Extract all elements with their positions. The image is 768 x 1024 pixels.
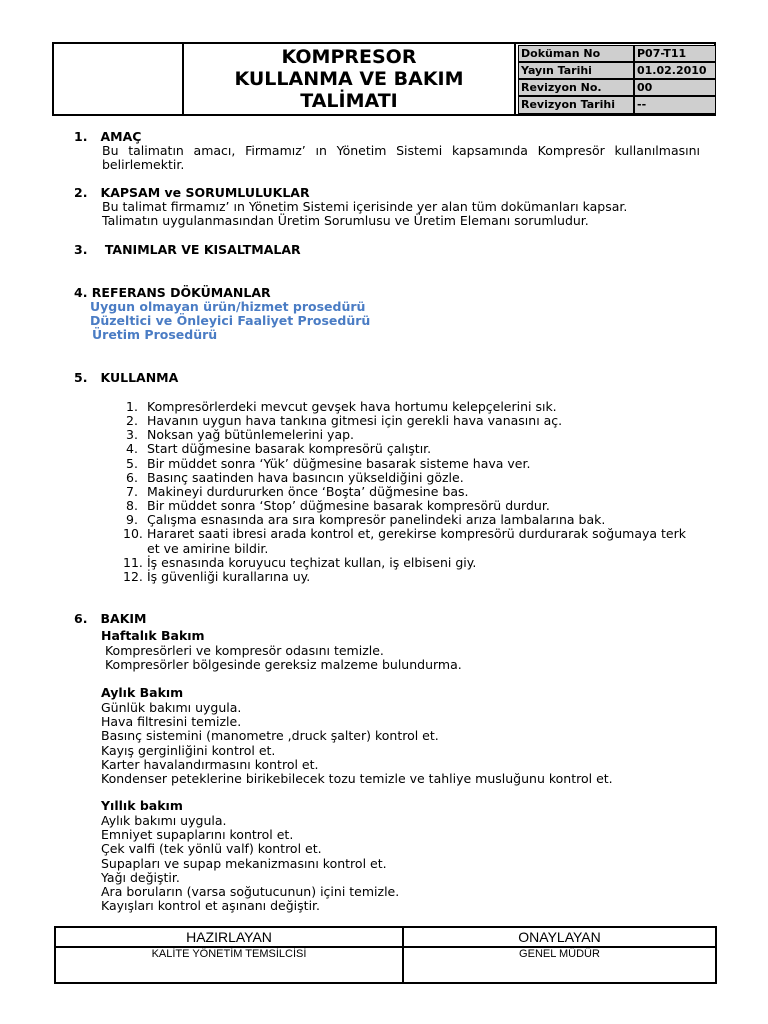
logo-cell bbox=[54, 44, 184, 114]
approval-table bbox=[54, 926, 717, 984]
usage-item-number: 1. bbox=[126, 399, 138, 414]
usage-item-text: Çalışma esnasında ara sıra kompresör panelindeki arıza lambalarına bak. bbox=[147, 512, 606, 528]
maintenance-line: Hava filtresini temizle. bbox=[101, 714, 242, 730]
maintenance-line: Kondenser peteklerine birikebilecek tozu temizle ve tahliye musluğunu kontrol et. bbox=[101, 771, 613, 786]
maintenance-line: Kompresörleri ve kompresör odasını temizle. bbox=[101, 643, 384, 658]
usage-item-number: 4. bbox=[126, 441, 138, 457]
maintenance-line: Aylık bakımı uygula. bbox=[101, 813, 227, 828]
section-heading-usage: 5. KULLANMA bbox=[74, 370, 179, 385]
section-heading-purpose: 1. AMAÇ bbox=[74, 129, 142, 144]
title-line-2: KULLANMA VE BAKIM bbox=[234, 68, 464, 90]
section-heading-definitions: 3. TANIMLAR VE KISALTMALAR bbox=[74, 242, 301, 257]
maintenance-line: Çek valfi (tek yönlü valf) kontrol et. bbox=[101, 841, 322, 857]
document-title bbox=[184, 44, 516, 114]
maintenance-line: Karter havalandırmasını kontrol et. bbox=[101, 756, 319, 772]
usage-item-text: Bir müddet sonra ‘Stop’ düğmesine basarak kompresörü durdur. bbox=[147, 498, 550, 514]
usage-item-text: İş esnasında koruyucu teçhizat kullan, iş elbiseni giy. bbox=[147, 554, 477, 570]
usage-item-text: Havanın uygun hava tankına gitmesi için gerekli hava vanasını aç. bbox=[147, 413, 563, 429]
maintenance-line: Günlük bakımı uygula. bbox=[101, 700, 242, 715]
meta-value: 01.02.2010 bbox=[634, 62, 716, 79]
reference-link[interactable]: Üretim Prosedürü bbox=[92, 327, 218, 342]
document-meta bbox=[518, 44, 714, 114]
meta-value: -- bbox=[634, 96, 716, 114]
usage-item-text: Noksan yağ bütünlemelerini yap. bbox=[147, 427, 355, 443]
meta-row bbox=[518, 45, 714, 62]
purpose-text: Bu talimatın amacı, Firmamız’ ın Yönetim Sistemi kapsamında Kompresör kullanılmasını bbox=[102, 143, 700, 158]
section-heading-maintenance: 6. BAKIM bbox=[74, 611, 147, 626]
scope-text: Bu talimat firmamız’ ın Yönetim Sistemi içerisinde yer alan tüm dokümanları kapsar. bbox=[102, 199, 628, 214]
title-line-1: KOMPRESOR bbox=[281, 46, 417, 68]
maintenance-line: Kayışları kontrol et aşınanı değiştir. bbox=[101, 898, 321, 914]
usage-item-text: Bir müddet sonra ‘Yük’ düğmesine basarak sisteme hava ver. bbox=[147, 455, 531, 471]
maintenance-line: Kayış gerginliğini kontrol et. bbox=[101, 742, 276, 758]
yearly-maintenance-title: Yıllık bakım bbox=[101, 798, 183, 813]
meta-key: Revizyon Tarihi bbox=[518, 96, 634, 114]
scope-text: Talimatın uygulanmasından Üretim Sorumlusu ve Üretim Elemanı sorumludur. bbox=[102, 213, 589, 228]
reference-link[interactable]: Uygun olmayan ürün/hizmet prosedürü bbox=[90, 299, 366, 314]
maintenance-line: Supapları ve supap mekanizmasını kontrol et. bbox=[101, 855, 387, 871]
usage-item-number: 8. bbox=[126, 498, 138, 514]
usage-item-number: 2. bbox=[126, 413, 138, 429]
maintenance-line: Yağı değiştir. bbox=[101, 869, 180, 885]
usage-item-text: Hararet saati ibresi arada kontrol et, gerekirse kompresörü durdurarak soğumaya terk bbox=[147, 526, 686, 542]
usage-item-text: Makineyi durdururken önce ‘Boşta’ düğmesine bas. bbox=[147, 483, 469, 499]
meta-value: P07-T11 bbox=[634, 45, 716, 62]
maintenance-line: Ara boruların (varsa soğutucunun) içini temizle. bbox=[101, 884, 400, 899]
section-heading-scope: 2. KAPSAM ve SORUMLULUKLAR bbox=[74, 185, 310, 200]
title-line-3: TALİMATI bbox=[300, 90, 398, 112]
meta-row bbox=[518, 62, 714, 79]
usage-item-text: Start düğmesine basarak kompresörü çalıştır. bbox=[147, 441, 432, 457]
usage-item-text: Basınç saatinden hava basıncın yükseldiğini gözle. bbox=[147, 469, 464, 485]
maintenance-line: Basınç sistemini (manometre ,druck şalter) kontrol et. bbox=[101, 728, 439, 744]
section-heading-references: 4. REFERANS DÖKÜMANLAR bbox=[74, 285, 271, 300]
meta-value: 00 bbox=[634, 79, 716, 96]
usage-item-number: 9. bbox=[126, 512, 138, 528]
weekly-maintenance-title: Haftalık Bakım bbox=[101, 628, 205, 643]
monthly-maintenance-title: Aylık Bakım bbox=[101, 685, 184, 700]
meta-key: Revizyon No. bbox=[518, 79, 634, 96]
usage-item-number: 12. bbox=[123, 568, 143, 584]
maintenance-line: Emniyet supaplarını kontrol et. bbox=[101, 827, 294, 843]
document-header bbox=[52, 42, 716, 116]
usage-item-number: 11. bbox=[123, 554, 143, 570]
prepared-by-heading: HAZIRLAYAN bbox=[186, 929, 272, 945]
reference-link[interactable]: Düzeltici ve Önleyici Faaliyet Prosedürü bbox=[90, 313, 371, 328]
usage-item-number: 3. bbox=[126, 427, 138, 443]
prepared-by-role: KALİTE YÖNETİM TEMSİLCİSİ bbox=[151, 948, 307, 960]
approved-by-heading: ONAYLAYAN bbox=[518, 929, 601, 945]
usage-item-number: 6. bbox=[126, 469, 138, 485]
usage-item-number: 5. bbox=[126, 455, 138, 471]
usage-item-number: 10. bbox=[123, 526, 143, 542]
usage-item-text: et ve amirine bildir. bbox=[147, 540, 269, 556]
approved-by-role: GENEL MÜDÜR bbox=[519, 948, 600, 960]
usage-item-text: İş güvenliği kurallarına uy. bbox=[147, 568, 311, 584]
usage-item-text: Kompresörlerdeki mevcut gevşek hava hortumu kelepçelerini sık. bbox=[147, 399, 557, 414]
maintenance-line: Kompresörler bölgesinde gereksiz malzeme bulundurma. bbox=[101, 657, 462, 672]
purpose-text: belirlemektir. bbox=[102, 157, 185, 172]
usage-item-number: 7. bbox=[126, 483, 138, 499]
meta-row bbox=[518, 96, 714, 114]
meta-row bbox=[518, 79, 714, 96]
meta-key: Doküman No bbox=[518, 45, 634, 62]
meta-key: Yayın Tarihi bbox=[518, 62, 634, 79]
